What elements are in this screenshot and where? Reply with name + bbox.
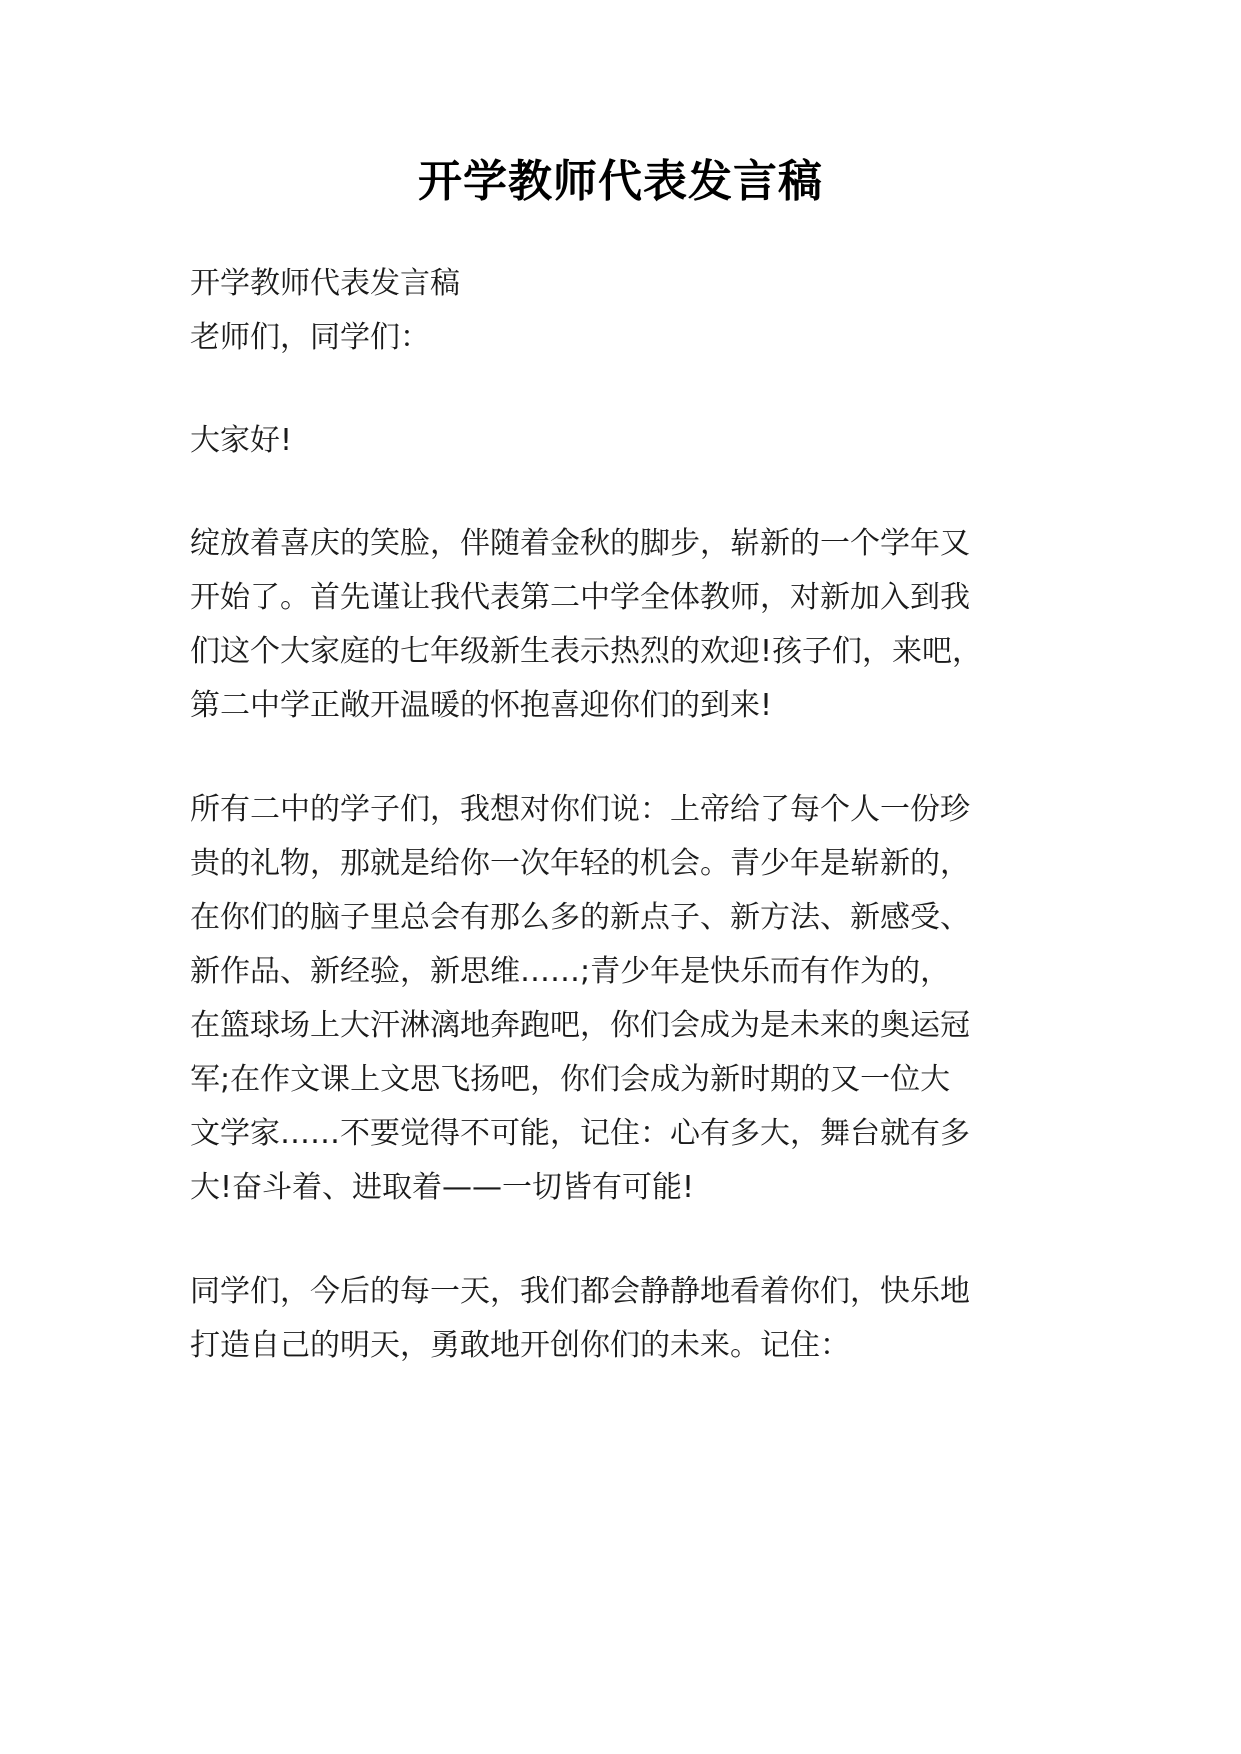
paragraph-1-line: 绽放着喜庆的笑脸，伴随着金秋的脚步，崭新的一个学年又: [190, 526, 970, 561]
document-title: 开学教师代表发言稿: [418, 156, 823, 207]
paragraph-2-line: 贵的礼物，那就是给你一次年轻的机会。青少年是崭新的，: [190, 846, 970, 881]
paragraph-1-line: 们这个大家庭的七年级新生表示热烈的欢迎!孩子们，来吧，: [190, 634, 983, 669]
paragraph-3-line: 同学们，今后的每一天，我们都会静静地看着你们，快乐地: [190, 1274, 970, 1309]
paragraph-2-line: 文学家……不要觉得不可能，记住：心有多大，舞台就有多: [190, 1116, 970, 1151]
paragraph-2-line: 新作品、新经验，新思维……;青少年是快乐而有作为的，: [190, 954, 951, 989]
greeting: 大家好!: [190, 423, 293, 458]
paragraph-1-line: 开始了。首先谨让我代表第二中学全体教师，对新加入到我: [190, 580, 970, 615]
document-subtitle: 开学教师代表发言稿: [190, 266, 460, 301]
paragraph-1-line: 第二中学正敞开温暖的怀抱喜迎你们的到来!: [190, 688, 773, 723]
paragraph-2-line: 在你们的脑子里总会有那么多的新点子、新方法、新感受、: [190, 900, 970, 935]
salutation: 老师们，同学们：: [190, 320, 430, 355]
paragraph-2-line: 在篮球场上大汗淋漓地奔跑吧，你们会成为是未来的奥运冠: [190, 1008, 970, 1043]
paragraph-2-line: 所有二中的学子们，我想对你们说：上帝给了每个人一份珍: [190, 792, 970, 827]
paragraph-2-line: 大!奋斗着、进取着——一切皆有可能!: [190, 1170, 695, 1205]
paragraph-3-line: 打造自己的明天，勇敢地开创你们的未来。记住：: [190, 1328, 850, 1363]
paragraph-2-line: 军;在作文课上文思飞扬吧，你们会成为新时期的又一位大: [190, 1062, 951, 1097]
